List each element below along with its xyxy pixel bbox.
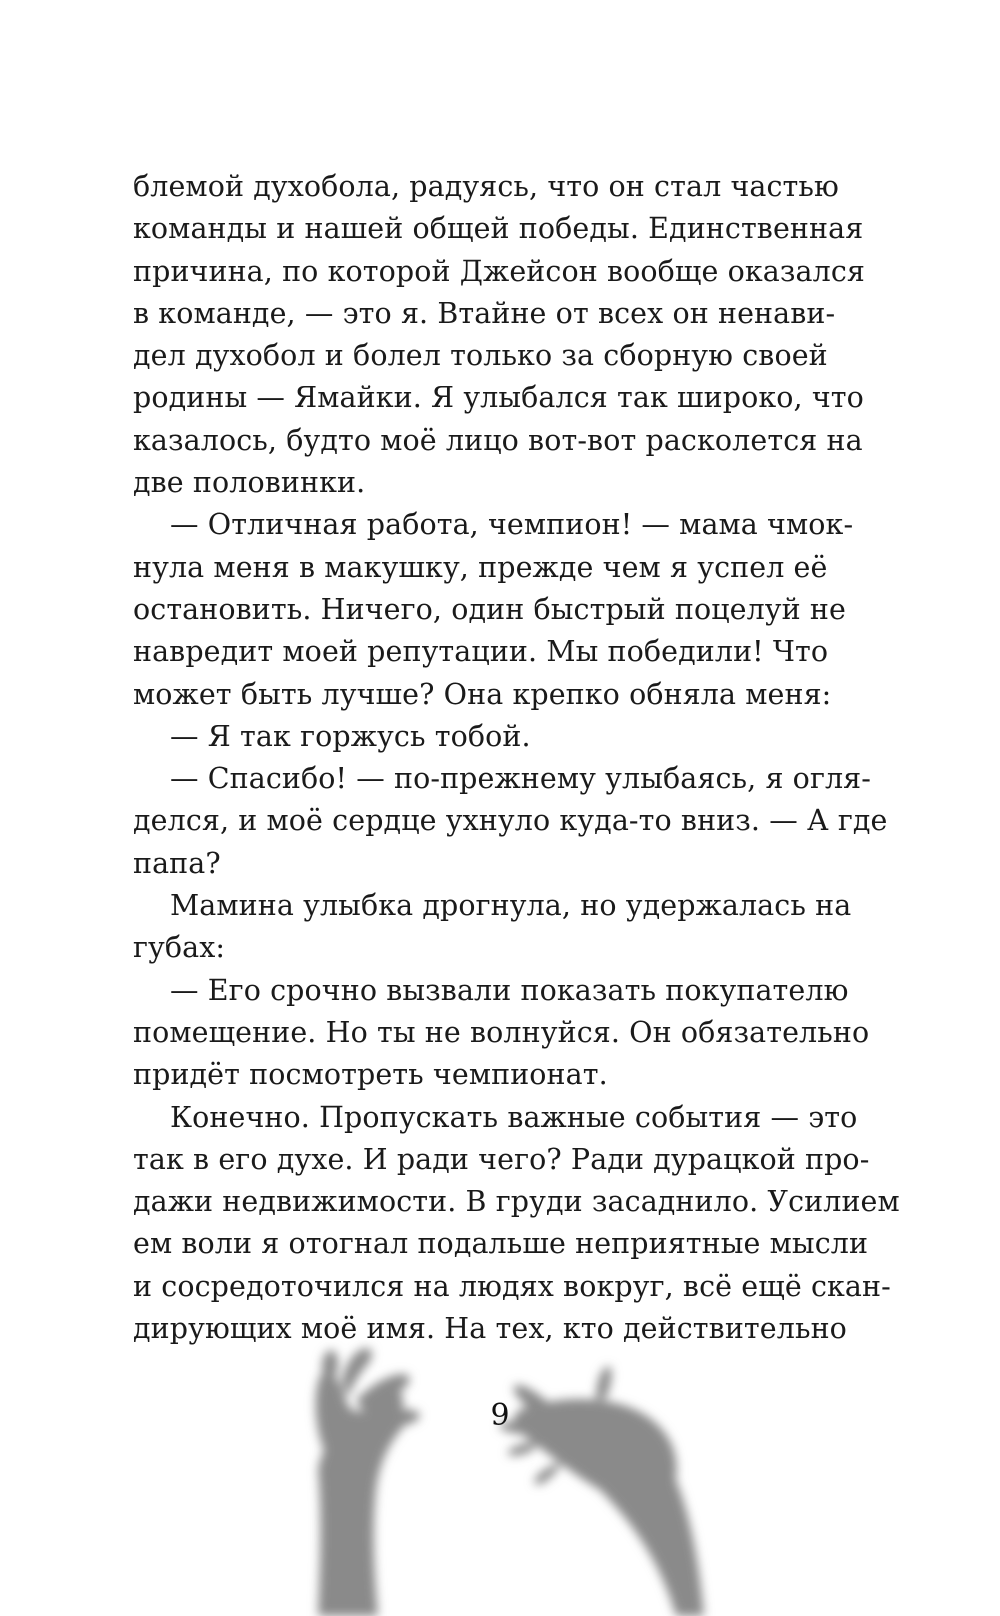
text-line: губах:	[133, 931, 226, 965]
text-line: родины — Ямайки. Я улыбался так широко, что	[133, 381, 864, 415]
text-line: дирующих моё имя. На тех, кто действительно	[133, 1312, 847, 1346]
hand-shadows-illustration	[0, 1340, 1000, 1616]
left-hand-shadow	[316, 1348, 420, 1616]
text-line: ем воли я отогнал подальше неприятные мысли	[133, 1227, 869, 1261]
text-line: две половинки.	[133, 466, 366, 500]
text-line: дел духобол и болел только за сборную своей	[133, 339, 828, 373]
text-line: дажи недвижимости. В груди засаднило. Усилием	[133, 1185, 900, 1219]
text-line: в команде, — это я. Втайне от всех он ненави-	[133, 296, 836, 330]
text-line: команды и нашей общей победы. Единственная	[133, 212, 864, 246]
page-number: 9	[490, 1398, 510, 1433]
text-line: помещение. Но ты не волнуйся. Он обязательно	[133, 1015, 870, 1049]
text-line: — Его срочно вызвали показать покупателю	[170, 973, 849, 1007]
text-line: причина, по которой Джейсон вообще оказался	[133, 254, 865, 288]
text-line: делся, и моё сердце ухнуло куда-то вниз. — А где	[133, 804, 888, 838]
text-line: папа?	[133, 846, 221, 880]
text-line: Конечно. Пропускать важные события — это	[170, 1100, 858, 1134]
text-line: так в его духе. И ради чего? Ради дурацкой про-	[133, 1142, 870, 1176]
body-text	[133, 166, 900, 1350]
text-line: может быть лучше? Она крепко обняла меня:	[133, 677, 832, 711]
text-line: Мамина улыбка дрогнула, но удержалась на	[170, 889, 852, 923]
text-line: и сосредоточился на людях вокруг, всё ещё скан-	[133, 1269, 891, 1303]
text-line: — Отличная работа, чемпион! — мама чмок-	[170, 508, 854, 542]
text-line: нула меня в макушку, прежде чем я успел её	[133, 550, 828, 584]
text-line: — Спасибо! — по-прежнему улыбаясь, я огля-	[170, 762, 871, 796]
text-line: навредит моей репутации. Мы победили! Что	[133, 635, 829, 669]
text-line: блемой духобола, радуясь, что он стал частью	[133, 170, 839, 203]
text-line: казалось, будто моё лицо вот-вот расколется на	[133, 423, 863, 457]
text-line: — Я так горжусь тобой.	[170, 719, 531, 753]
text-line: остановить. Ничего, один быстрый поцелуй не	[133, 592, 846, 626]
text-line: придёт посмотреть чемпионат.	[133, 1058, 608, 1092]
